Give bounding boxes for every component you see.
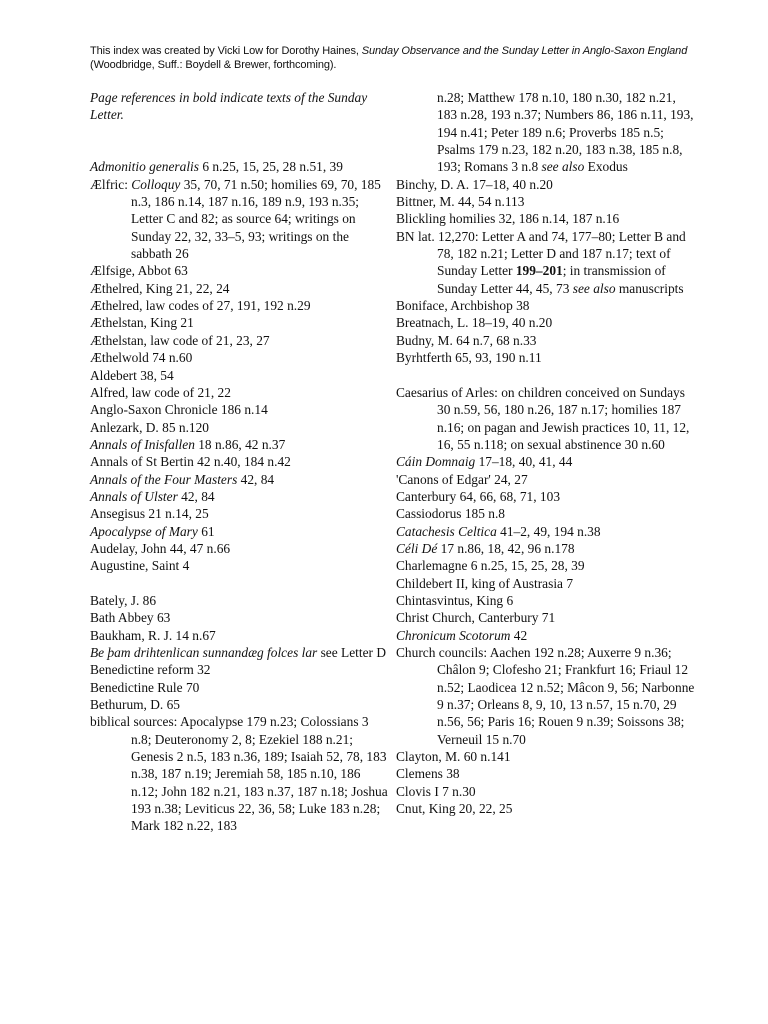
index-entry xyxy=(90,505,390,522)
index-gap xyxy=(90,124,390,159)
entry-text: Annals of Ulster xyxy=(90,488,178,504)
entry-text: 17–18, 40, 41, 44 xyxy=(475,454,573,470)
index-column-right xyxy=(396,89,696,817)
index-entry xyxy=(396,627,696,644)
entry-text: see also xyxy=(541,159,585,175)
index-entry xyxy=(396,644,696,748)
index-entry xyxy=(396,748,696,765)
index-entry xyxy=(396,592,696,609)
entry-text: Annals of Inisfallen xyxy=(90,436,195,452)
index-entry xyxy=(90,367,390,384)
entry-text: 42 xyxy=(510,627,528,643)
entry-text: Æthelstan, King 21 xyxy=(90,315,194,331)
index-entry xyxy=(396,210,696,227)
index-entry xyxy=(396,488,696,505)
index-entry xyxy=(396,557,696,574)
entry-text: Æthelstan, law code of 21, 23, 27 xyxy=(90,332,270,348)
entry-text: Annals of the Four Masters xyxy=(90,471,238,487)
entry-text: 199–201 xyxy=(515,263,563,279)
index-entry xyxy=(396,765,696,782)
index-entry xyxy=(396,349,696,366)
index-entry xyxy=(90,176,390,263)
index-entry xyxy=(396,176,696,193)
index-entry xyxy=(90,679,390,696)
index-entry xyxy=(90,332,390,349)
index-entry xyxy=(90,471,390,488)
entry-text: Catachesis Celtica xyxy=(396,523,497,539)
index-entry xyxy=(90,401,390,418)
entry-text: n.28; Matthew 178 n.10, 180 n.30, 182 n.21, 183 n.28, 193 n.37; Numbers 86, 186 n.11, 193, 194 n.41; Peter 189 n.6; Proverbs 185 n.5; Psalms 179 n.23, 182 n.20, 183 n.38, 185 n.8, 193; Romans 3 n.8 xyxy=(437,90,694,175)
entry-text: Chronicum Scotorum xyxy=(396,627,511,643)
index-entry xyxy=(396,540,696,557)
index-entry xyxy=(90,280,390,297)
entry-text: 42, 84 xyxy=(177,488,215,504)
index-entry xyxy=(90,644,390,661)
index-entry xyxy=(90,627,390,644)
entry-text: Be þam drihtenlican sunnandæg folces lar xyxy=(90,645,318,660)
entry-text: Canterbury 64, 66, 68, 71, 103 xyxy=(396,488,561,504)
entry-text: Baukham, R. J. 14 n.67 xyxy=(90,627,216,643)
index-entry xyxy=(90,314,390,331)
entry-text: Æthelred, King 21, 22, 24 xyxy=(90,280,230,296)
entry-text: Christ Church, Canterbury 71 xyxy=(396,610,556,626)
entry-text: Clemens 38 xyxy=(396,766,460,782)
index-entry xyxy=(396,800,696,817)
entry-text: Æthelred, law codes of 27, 191, 192 n.29 xyxy=(90,298,311,314)
index-entry xyxy=(90,713,390,834)
index-entry xyxy=(396,575,696,592)
entry-text: Audelay, John 44, 47 n.66 xyxy=(90,540,231,556)
entry-text: 17 n.86, 18, 42, 96 n.178 xyxy=(437,540,575,556)
entry-text: biblical sources: Apocalypse 179 n.23; Colossians 3 n.8; Deuteronomy 2, 8; Ezekiel 188 n.21; Genesis 2 n.5, 183 n.36, 189; Isaiah 52, 78, 183 n.38, 187 n.19; Jeremiah 58, 185 n.10, 186 n.12; John 182 n.21, 183 n.37, 187 n.18; Joshua 193 n.38; Leviticus 22, 36, 58; Luke 183 n.28; Mark 182 n.22, 183 xyxy=(90,714,388,834)
index-entry xyxy=(396,609,696,626)
entry-text: Æthelwold 74 n.60 xyxy=(90,350,193,366)
entry-text: Childebert II, king of Austrasia 7 xyxy=(396,575,574,591)
index-entry xyxy=(396,384,696,453)
entry-text: ; in transmission of Sunday Letter 44, 45, 73 xyxy=(437,263,666,296)
entry-text: Bath Abbey 63 xyxy=(90,610,171,626)
entry-text: Apocalypse of Mary xyxy=(90,523,198,539)
document-header xyxy=(90,44,690,72)
index-entry xyxy=(396,453,696,470)
entry-text: Aldebert 38, 54 xyxy=(90,367,174,383)
entry-text: Binchy, D. A. 17–18, 40 n.20 xyxy=(396,176,553,192)
index-entry xyxy=(90,158,390,175)
index-gap xyxy=(396,367,696,384)
entry-text: manuscripts xyxy=(615,280,684,296)
entry-text: Alfred, law code of 21, 22 xyxy=(90,384,231,400)
entry-text: Church councils: Aachen 192 n.28; Auxerre 9 n.36; Châlon 9; Clofesho 21; Frankfurt 16; Friaul 12 n.52; Laodicea 12 n.52; Mâcon 9, 56; Narbonne 9 n.37; Orleans 8, 9, 10, 13 n.57, 15 n.70, 29 n.56, 56; Paris 16; Rouen 9 n.39; Soissons 38; Verneuil 15 n.70 xyxy=(396,645,695,747)
entry-text: Augustine, Saint 4 xyxy=(90,558,190,574)
index-entry xyxy=(90,540,390,557)
entry-text: Bethurum, D. 65 xyxy=(90,697,181,713)
index-entry xyxy=(396,332,696,349)
index-entry xyxy=(90,661,390,678)
entry-text: 6 n.25, 15, 25, 28 n.51, 39 xyxy=(198,159,343,175)
entry-text: Admonitio generalis xyxy=(90,159,199,175)
entry-text: Breatnach, L. 18–19, 40 n.20 xyxy=(396,315,553,331)
entry-text: 41–2, 49, 194 n.38 xyxy=(496,523,601,539)
index-entry xyxy=(396,314,696,331)
entry-text: Exodus xyxy=(584,159,628,175)
entry-text: Budny, M. 64 n.7, 68 n.33 xyxy=(396,332,537,348)
header-text-end: (Woodbridge, Suff.: Boydell & Brewer, forthcoming). xyxy=(90,59,337,71)
index-entry xyxy=(396,193,696,210)
entry-text: 35, 70, 71 n.50; homilies 69, 70, 185 n.3, 186 n.14, 187 n.16, 189 n.9, 193 n.35; Letter C and 82; as source 64; writings on Sunday 22, 32, 33–5, 93; writings on the sabbath 26 xyxy=(131,176,381,262)
index-entry xyxy=(396,505,696,522)
entry-text: Blickling homilies 32, 186 n.14, 187 n.16 xyxy=(396,211,620,227)
index-column-left xyxy=(90,89,390,835)
entry-text: Clayton, M. 60 n.141 xyxy=(396,749,511,765)
entry-text: Ansegisus 21 n.14, 25 xyxy=(90,506,209,522)
entry-text: see also xyxy=(572,280,616,296)
entry-text: 61 xyxy=(197,523,215,539)
index-entry xyxy=(90,557,390,574)
index-entry xyxy=(396,297,696,314)
index-entry xyxy=(396,783,696,800)
entry-text: Cáin Domnaig xyxy=(396,454,476,470)
entry-text: 'Canons of Edgar' 24, 27 xyxy=(396,471,528,487)
index-entry xyxy=(90,592,390,609)
entry-text: Charlemagne 6 n.25, 15, 25, 28, 39 xyxy=(396,558,585,574)
index-entry xyxy=(90,419,390,436)
index-entry xyxy=(90,262,390,279)
entry-text: Cassiodorus 185 n.8 xyxy=(396,506,505,522)
header-text-start: This index was created by Vicki Low for Dorothy Haines, xyxy=(90,45,362,57)
index-entry-continued xyxy=(396,89,696,176)
entry-text: 18 n.86, 42 n.37 xyxy=(194,436,286,452)
entry-text: Anglo-Saxon Chronicle 186 n.14 xyxy=(90,402,268,418)
entry-text: Boniface, Archbishop 38 xyxy=(396,298,530,314)
entry-text: Cnut, King 20, 22, 25 xyxy=(396,801,513,817)
entry-text: 42, 84 xyxy=(237,471,275,487)
index-entry xyxy=(90,297,390,314)
index-entry xyxy=(90,488,390,505)
header-book-title: Sunday Observance and the Sunday Letter in Anglo-Saxon England xyxy=(361,45,688,57)
entry-text: Céli Dé xyxy=(396,540,438,556)
entry-text: Colloquy xyxy=(131,176,181,192)
entry-text: BN lat. 12,270: Letter A and 74, 177–80; Letter B and 78, 182 n.21; Letter D and 187 n.17; text of Sunday Letter xyxy=(396,228,686,279)
index-entry xyxy=(396,523,696,540)
index-entry xyxy=(396,471,696,488)
index-entry xyxy=(396,228,696,297)
bold-references-note: Page references in bold indicate texts of the Sunday Letter. xyxy=(90,90,368,123)
entry-text: see Letter D xyxy=(317,645,387,660)
entry-text: Bately, J. 86 xyxy=(90,592,157,608)
entry-text: Benedictine Rule 70 xyxy=(90,679,200,695)
index-entry xyxy=(90,384,390,401)
index-entry xyxy=(90,436,390,453)
index-entry xyxy=(90,696,390,713)
entry-text: Ælfric: xyxy=(90,176,132,192)
index-entry xyxy=(90,349,390,366)
index-gap xyxy=(90,575,390,592)
entry-text: Annals of St Bertin 42 n.40, 184 n.42 xyxy=(90,454,291,470)
entry-text: Byrhtferth 65, 93, 190 n.11 xyxy=(396,350,542,366)
entry-text: Caesarius of Arles: on children conceived on Sundays 30 n.59, 56, 180 n.26, 187 n.17; homilies 187 n.16; on pagan and Jewish practices 10, 11, 12, 16, 55 n.118; on sexual abstinence 30 n.60 xyxy=(396,384,690,452)
entry-text: Chintasvintus, King 6 xyxy=(396,592,514,608)
entry-text: Ælfsige, Abbot 63 xyxy=(90,263,188,279)
entry-text: Clovis I 7 n.30 xyxy=(396,783,476,799)
entry-text: Benedictine reform 32 xyxy=(90,662,211,678)
index-entry xyxy=(90,523,390,540)
index-entry xyxy=(90,609,390,626)
entry-text: Bittner, M. 44, 54 n.113 xyxy=(396,194,525,210)
index-entry xyxy=(90,453,390,470)
entry-text: Anlezark, D. 85 n.120 xyxy=(90,419,209,435)
